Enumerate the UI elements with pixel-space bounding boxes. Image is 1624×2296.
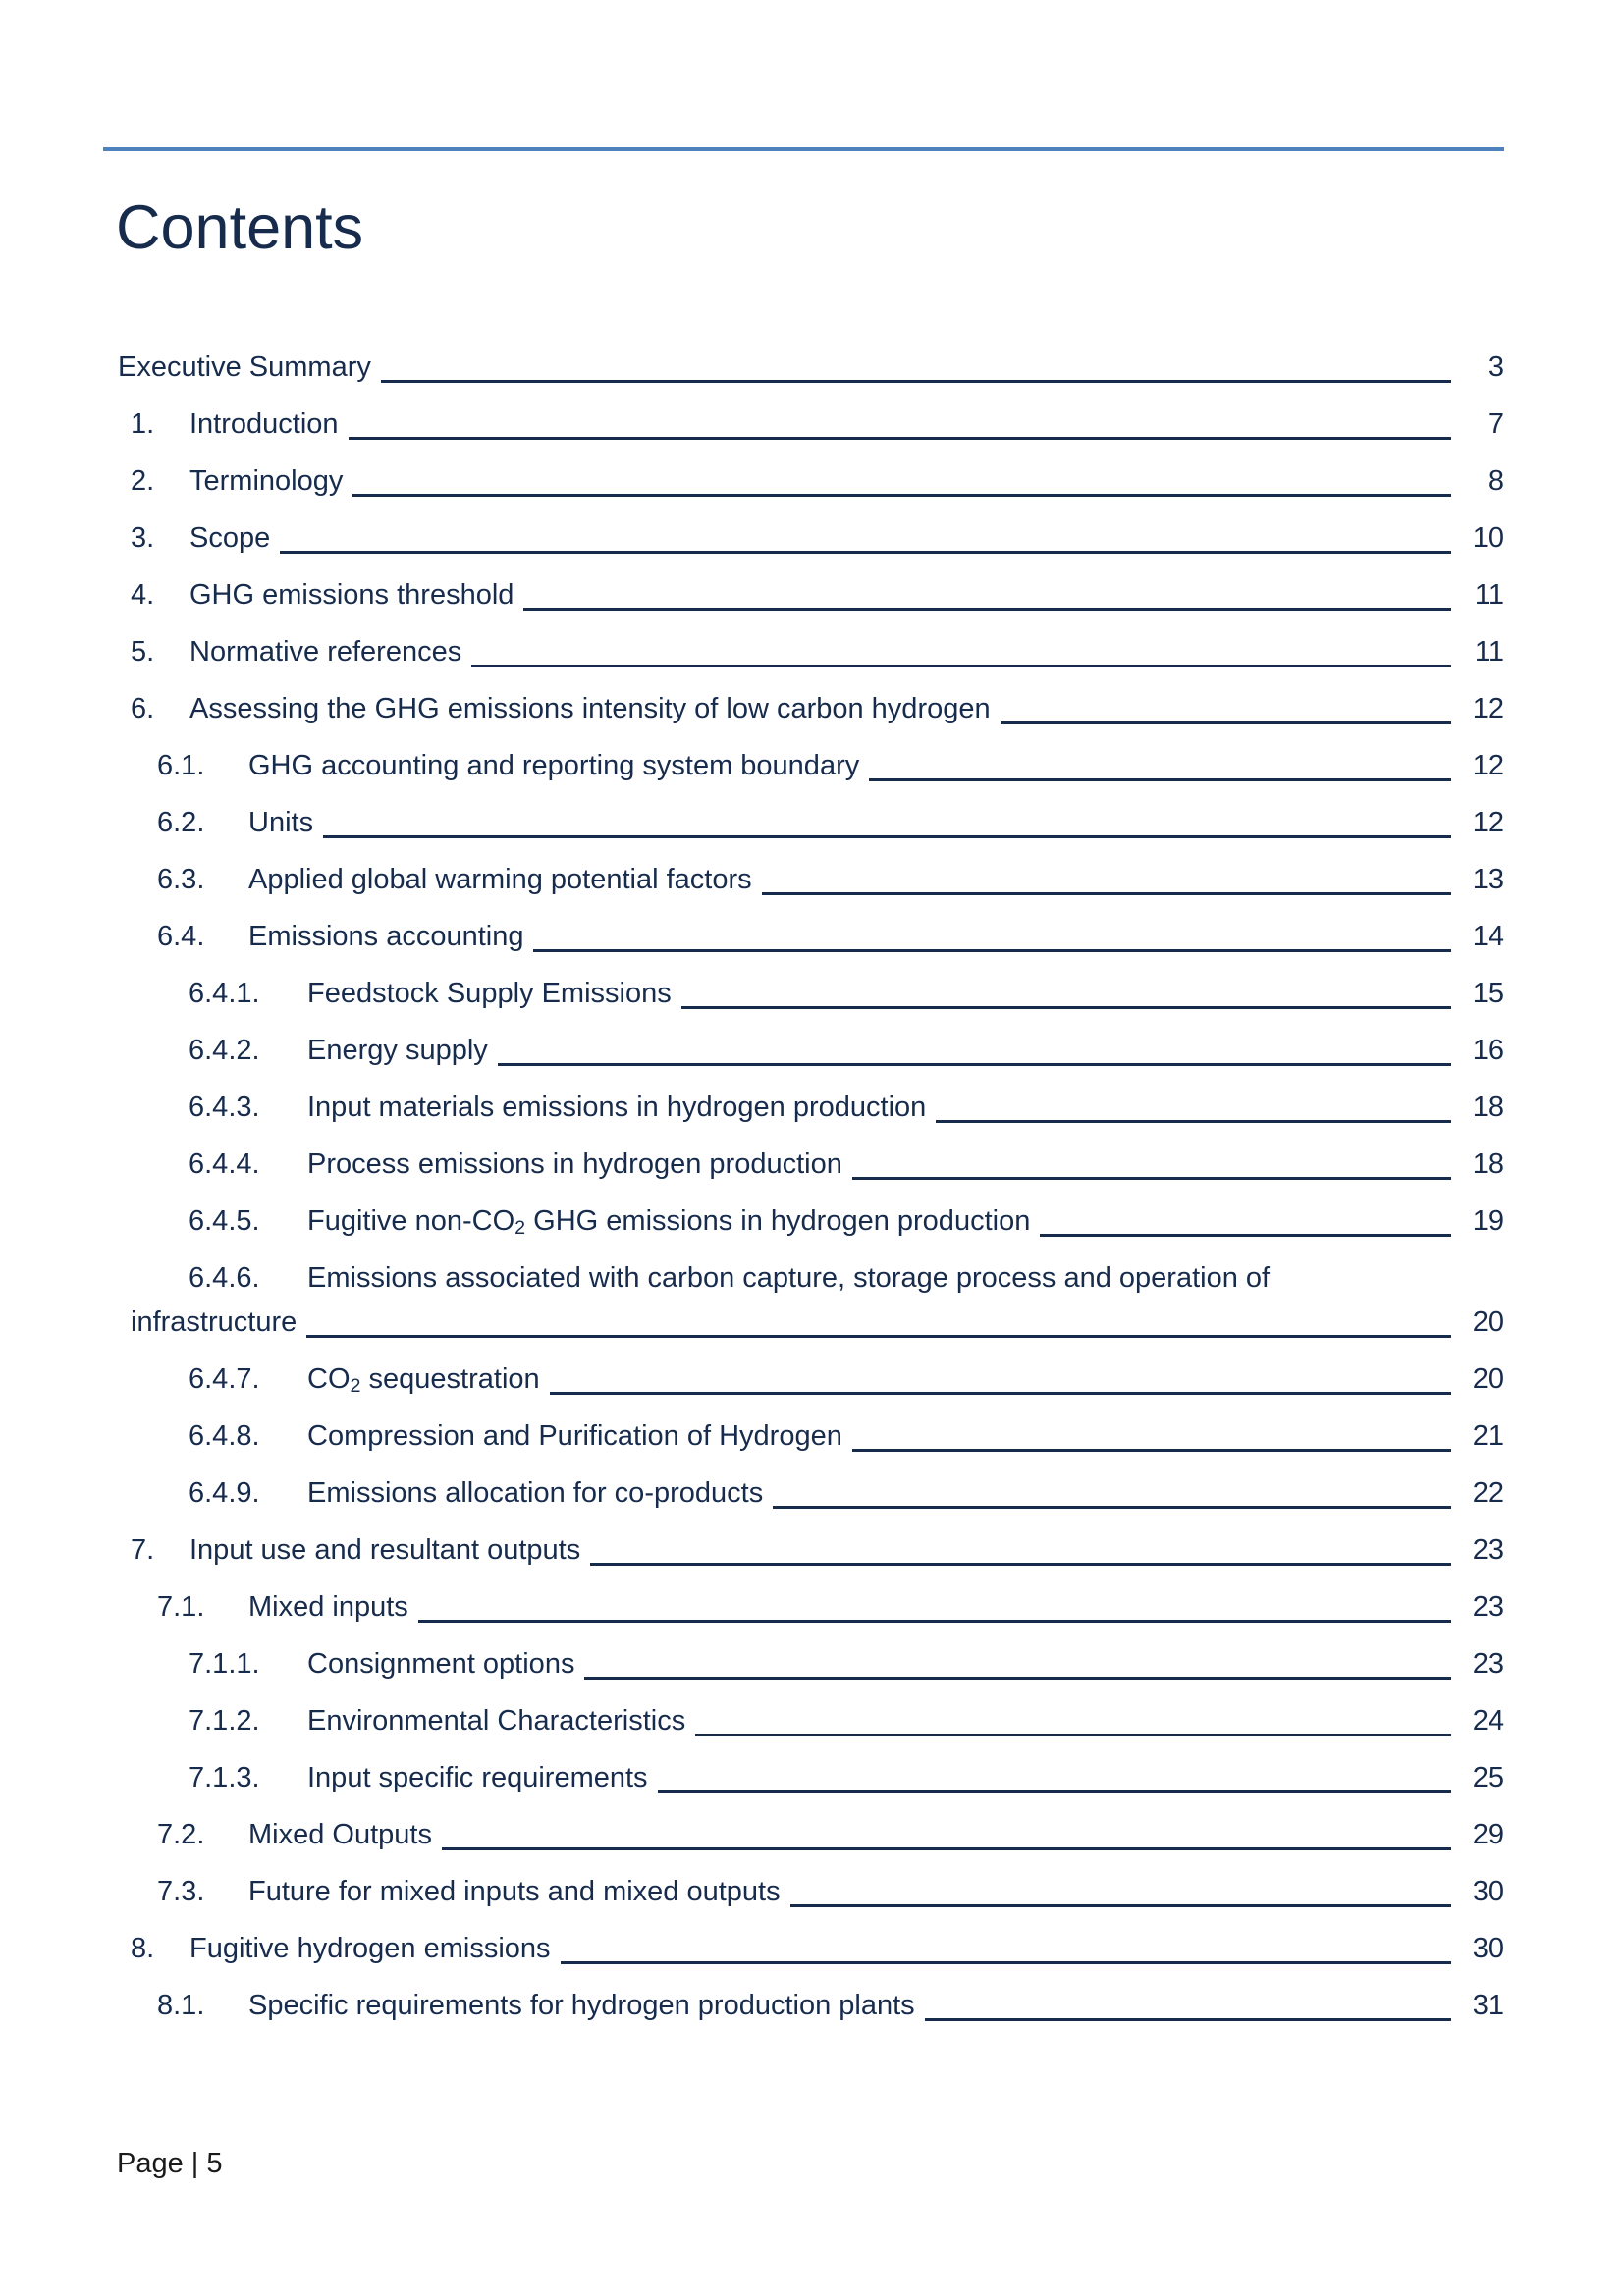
toc-entry-text: Future for mixed inputs and mixed outputs — [248, 1876, 781, 1907]
toc-page-number: 19 — [1472, 1205, 1504, 1237]
toc-page-number: 22 — [1472, 1477, 1504, 1509]
toc-page-number: 25 — [1472, 1762, 1504, 1793]
toc-entry[interactable] — [103, 1813, 1504, 1857]
toc-leader-line — [762, 892, 1451, 895]
toc-page-number: 13 — [1472, 864, 1504, 895]
toc-entry-number: 7.2. — [157, 1819, 205, 1850]
toc-entry-number: 5. — [131, 636, 155, 667]
toc-page-number: 14 — [1472, 921, 1504, 952]
toc-entry-text: Input specific requirements — [307, 1762, 648, 1793]
toc-entry-text: Units — [248, 807, 314, 838]
toc-entry-text: Terminology — [189, 465, 344, 497]
toc-leader-line — [936, 1120, 1451, 1123]
toc-entry-text: Applied global warming potential factors — [248, 864, 752, 895]
toc-leader-line — [852, 1449, 1451, 1452]
toc-entry-number: 2. — [131, 465, 155, 497]
toc-entry-number: 6.4.4. — [189, 1148, 260, 1180]
toc-entry-line-1 — [189, 1256, 1504, 1301]
toc-page-number: 12 — [1472, 750, 1504, 781]
toc-page-number: 7 — [1488, 408, 1504, 440]
toc-entry-number: 7.1.3. — [189, 1762, 260, 1793]
toc-entry-number: 8.1. — [157, 1990, 205, 2021]
header-rule — [103, 147, 1504, 151]
toc-entry-number: 6.4.3. — [189, 1092, 260, 1123]
toc-leader-line — [523, 608, 1451, 611]
toc-entry-number: 6.4.8. — [189, 1420, 260, 1452]
toc-entry-continuation-text: infrastructure — [131, 1307, 298, 1338]
toc-leader-line — [869, 778, 1451, 781]
toc-leader-line — [561, 1961, 1451, 1964]
toc-leader-line — [773, 1506, 1451, 1509]
toc-page-number: 15 — [1472, 978, 1504, 1009]
toc-page-number: 12 — [1472, 807, 1504, 838]
toc-entry[interactable] — [103, 1927, 1504, 1971]
toc-entry-number: 7. — [131, 1534, 155, 1566]
toc-leader-line — [852, 1177, 1451, 1180]
toc-page-number: 30 — [1472, 1876, 1504, 1907]
toc-entry-number: 7.1. — [157, 1591, 205, 1623]
toc-entry[interactable] — [103, 402, 1504, 447]
toc-entry[interactable] — [103, 801, 1504, 845]
toc-entry-number: 4. — [131, 579, 155, 611]
toc-entry-number: 6.4.2. — [189, 1035, 260, 1066]
toc-entry-number: 6.4. — [157, 921, 205, 952]
toc-entry[interactable] — [103, 630, 1504, 674]
toc-leader-line — [280, 551, 1451, 554]
page-footer: Page | 5 — [117, 2148, 223, 2179]
toc-entry-text: Emissions accounting — [248, 921, 524, 952]
toc-entry[interactable] — [103, 1358, 1504, 1402]
toc-entry[interactable] — [103, 1143, 1504, 1187]
toc-page-number: 11 — [1474, 579, 1504, 611]
toc-entry[interactable] — [103, 1086, 1504, 1130]
toc-entry[interactable] — [103, 459, 1504, 504]
toc-entry-text: Environmental Characteristics — [307, 1705, 686, 1736]
toc-entry[interactable] — [103, 972, 1504, 1016]
toc-entry-text: Scope — [189, 522, 271, 554]
toc-page-number: 8 — [1488, 465, 1504, 497]
toc-entry-number: 6.4.7. — [189, 1363, 260, 1395]
toc-page-number: 29 — [1472, 1819, 1504, 1850]
toc-entry[interactable] — [103, 516, 1504, 561]
toc-leader-line — [1001, 721, 1451, 724]
toc-entry-number: 6.3. — [157, 864, 205, 895]
toc-entry-number: 3. — [131, 522, 155, 554]
toc-leader-line — [349, 437, 1451, 440]
toc-page-number: 20 — [1472, 1307, 1504, 1338]
toc-leader-line — [550, 1392, 1451, 1395]
toc-entry[interactable] — [103, 915, 1504, 959]
toc-entry[interactable] — [103, 744, 1504, 788]
page-title: Contents — [116, 193, 364, 262]
toc-entry[interactable] — [103, 1870, 1504, 1914]
toc-entry-text: Input materials emissions in hydrogen production — [307, 1092, 927, 1123]
toc-entry-text: Executive Summary — [118, 351, 371, 383]
toc-entry-number: 1. — [131, 408, 155, 440]
toc-entry[interactable] — [103, 1756, 1504, 1800]
toc-page-number: 23 — [1472, 1648, 1504, 1680]
toc-leader-line — [790, 1904, 1451, 1907]
toc-leader-line — [306, 1335, 1451, 1338]
toc-entry-number: 6. — [131, 693, 155, 724]
toc-page-number: 23 — [1472, 1591, 1504, 1623]
toc-page-number: 10 — [1472, 522, 1504, 554]
toc-entry[interactable] — [103, 1528, 1504, 1573]
toc-entry[interactable] — [103, 1585, 1504, 1629]
toc-entry[interactable] — [103, 1642, 1504, 1686]
toc-page-number: 11 — [1474, 636, 1504, 667]
toc-entry-text: Specific requirements for hydrogen production plants — [248, 1990, 915, 2021]
toc-entry-text: $CO_2$ sequestration — [307, 1363, 540, 1397]
toc-leader-line — [695, 1734, 1451, 1736]
toc-entry[interactable] — [103, 1699, 1504, 1743]
toc-entry-text: Compression and Purification of Hydrogen — [307, 1420, 842, 1452]
toc-entry-number: 6.4.6. — [189, 1262, 260, 1294]
toc-entry-text: Input use and resultant outputs — [189, 1534, 581, 1566]
toc — [103, 346, 1504, 2041]
toc-leader-line — [584, 1677, 1451, 1680]
toc-entry-number: 6.4.1. — [189, 978, 260, 1009]
toc-entry-number: 6.1. — [157, 750, 205, 781]
toc-leader-line — [418, 1620, 1451, 1623]
toc-entry-text: Energy supply — [307, 1035, 488, 1066]
toc-leader-line — [590, 1563, 1451, 1566]
toc-entry[interactable] — [103, 573, 1504, 617]
toc-entry-number: 6.4.5. — [189, 1205, 260, 1237]
toc-page-number: 3 — [1488, 351, 1504, 383]
toc-entry-text: Introduction — [189, 408, 339, 440]
toc-leader-line — [442, 1847, 1451, 1850]
toc-leader-line — [323, 835, 1451, 838]
toc-leader-line — [471, 665, 1451, 667]
toc-page-number: 18 — [1472, 1148, 1504, 1180]
toc-page-number: 16 — [1472, 1035, 1504, 1066]
toc-entry-text: GHG emissions threshold — [189, 579, 514, 611]
toc-entry-line-2 — [131, 1301, 1504, 1345]
toc-page-number: 23 — [1472, 1534, 1504, 1566]
toc-leader-line — [681, 1006, 1451, 1009]
toc-page-number: 30 — [1472, 1933, 1504, 1964]
toc-page-number: 12 — [1472, 693, 1504, 724]
toc-entry-text: Process emissions in hydrogen production — [307, 1148, 842, 1180]
toc-entry[interactable] — [103, 1200, 1504, 1244]
toc-entry-text: Mixed Outputs — [248, 1819, 432, 1850]
toc-entry[interactable] — [103, 1029, 1504, 1073]
toc-entry-text: Mixed inputs — [248, 1591, 408, 1623]
toc-page-number: 31 — [1472, 1990, 1504, 2021]
toc-entry-text: Consignment options — [307, 1648, 575, 1680]
toc-entry[interactable] — [103, 1415, 1504, 1459]
toc-entry-number: 7.3. — [157, 1876, 205, 1907]
toc-entry-text: Feedstock Supply Emissions — [307, 978, 672, 1009]
toc-entry-number: 6.2. — [157, 807, 205, 838]
toc-page-number: 24 — [1472, 1705, 1504, 1736]
toc-leader-line — [533, 949, 1451, 952]
toc-entry[interactable] — [103, 1256, 1504, 1345]
toc-leader-line — [658, 1790, 1451, 1793]
toc-entry-text: Emissions associated with carbon capture, storage process and operation of — [307, 1262, 1271, 1294]
toc-entry[interactable] — [103, 858, 1504, 902]
toc-leader-line — [925, 2018, 1451, 2021]
toc-entry-text: Fugitive hydrogen emissions — [189, 1933, 551, 1964]
toc-entry-number: 6.4.9. — [189, 1477, 260, 1509]
toc-page-number: 18 — [1472, 1092, 1504, 1123]
toc-entry-text: Fugitive non-$CO_2$ GHG emissions in hydrogen production — [307, 1205, 1031, 1239]
toc-leader-line — [352, 494, 1451, 497]
toc-entry[interactable] — [103, 346, 1504, 390]
toc-entry-number: 7.1.2. — [189, 1705, 260, 1736]
toc-entry-text: Normative references — [189, 636, 462, 667]
toc-leader-line — [381, 380, 1451, 383]
toc-page-number: 20 — [1472, 1363, 1504, 1395]
toc-leader-line — [1040, 1234, 1451, 1237]
toc-entry-number: 7.1.1. — [189, 1648, 260, 1680]
toc-entry-text: Emissions allocation for co-products — [307, 1477, 764, 1509]
toc-leader-line — [498, 1063, 1451, 1066]
toc-entry-number: 8. — [131, 1933, 155, 1964]
toc-entry-text: Assessing the GHG emissions intensity of low carbon hydrogen — [189, 693, 991, 724]
toc-page-number: 21 — [1472, 1420, 1504, 1452]
toc-entry[interactable] — [103, 1471, 1504, 1516]
toc-entry[interactable] — [103, 1984, 1504, 2028]
toc-entry[interactable] — [103, 687, 1504, 731]
toc-entry-text: GHG accounting and reporting system boundary — [248, 750, 860, 781]
